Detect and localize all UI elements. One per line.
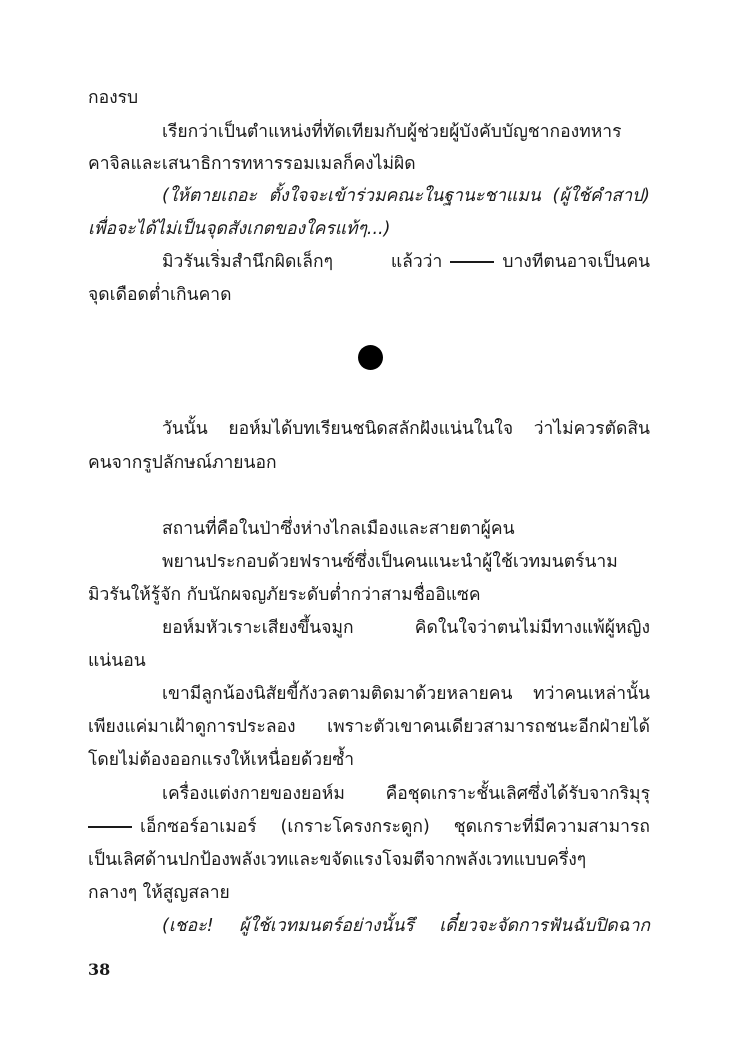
text-line: เพื่อจะได้ไม่เป็นจุดสังเกตของใครแท้ๆ...) <box>88 219 391 239</box>
text-line: กลางๆ ให้สูญสลาย <box>88 883 230 903</box>
text-line: เขามีลูกน้องนิสัยขี้กังวลตามติดมาด้วยหลายคน ทว่าคนเหล่านั้น <box>162 684 650 704</box>
text-line: มิวรันให้รู้จัก กับนักผจญภัยระดับต่ำกว่าสามชื่ออิแซค <box>88 585 481 605</box>
text-line: กองรบ <box>88 88 139 108</box>
text-line: (เชอะ! ผู้ใช้เวทมนตร์อย่างนั้นรึ เดี๋ยวจะจัดการฟันฉับปิดฉาก <box>162 916 650 936</box>
text-line: ยอห์มหัวเราะเสียงขึ้นจมูก คิดในใจว่าตนไม่มีทางแพ้ผู้หญิง <box>162 618 650 638</box>
text-segment: เอ็กซอร์อาเมอร์ (เกราะโครงกระดูก) ชุดเกราะที่มีความสามารถ <box>140 817 650 837</box>
section-separator-dot <box>358 345 383 370</box>
text-line: จุดเดือดต่ำเกินคาด <box>88 285 232 305</box>
text-line: คนจากรูปลักษณ์ภายนอก <box>88 453 277 473</box>
text-segment: มิวรันเริ่มสำนึกผิดเล็กๆ แล้วว่า <box>162 252 443 272</box>
text-line: เครื่องแต่งกายของยอห์ม คือชุดเกราะชั้นเลิศซึ่งได้รับจากริมุรุ <box>162 784 650 804</box>
em-dash <box>450 261 494 263</box>
text-line: โดยไม่ต้องออกแรงให้เหนื่อยด้วยซ้ำ <box>88 750 355 770</box>
text-line: เป็นเลิศด้านปกป้องพลังเวทและขจัดแรงโจมตีจากพลังเวทแบบครึ่งๆ <box>88 850 587 870</box>
text-line: เพียงแค่มาเฝ้าดูการประลอง เพราะตัวเขาคนเดียวสามารถชนะอีกฝ่ายได้ <box>88 717 650 737</box>
text-line: สถานที่คือในป่าซึ่งห่างไกลเมืองและสายตาผู้คน <box>162 519 515 539</box>
text-line: คาจิลและเสนาธิการทหารรอมเมลก็คงไม่ผิด <box>88 154 416 174</box>
text-line: พยานประกอบด้วยฟรานซ์ซึ่งเป็นคนแนะนำผู้ใช้เวทมนตร์นาม <box>162 552 618 572</box>
text-line: (ให้ตายเถอะ ตั้งใจจะเข้าร่วมคณะในฐานะชาแมน (ผู้ใช้คำสาป) <box>162 186 650 206</box>
text-line: วันนั้น ยอห์มได้บทเรียนชนิดสลักฝังแน่นในใจ ว่าไม่ควรตัดสิน <box>162 419 650 439</box>
text-line: แน่นอน <box>88 651 146 671</box>
text-segment: บางทีตนอาจเป็นคน <box>502 252 650 272</box>
text-line: เรียกว่าเป็นตำแหน่งที่ทัดเทียมกับผู้ช่วยผู้บังคับบัญชากองทหาร <box>162 122 622 142</box>
page-number: 38 <box>88 960 111 979</box>
text-line-with-dash <box>88 812 650 842</box>
text-line-with-dash <box>162 247 650 277</box>
em-dash <box>88 826 132 828</box>
